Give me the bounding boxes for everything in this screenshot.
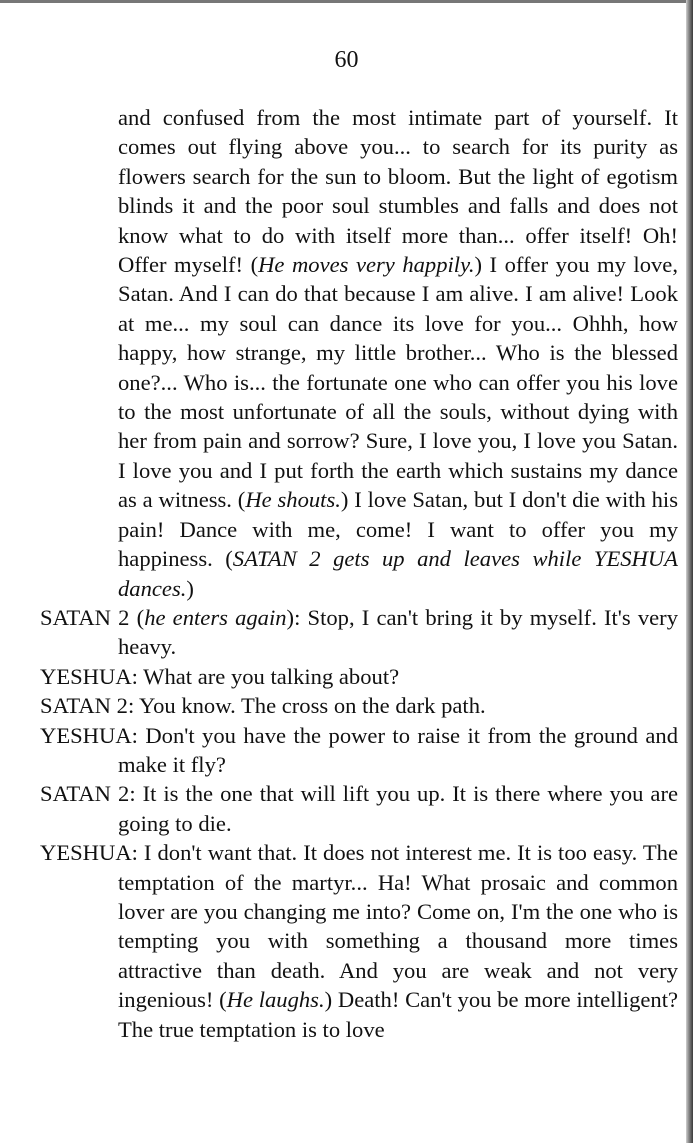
stage-direction: SATAN 2 gets up and leaves while YESHUA dances. xyxy=(118,546,678,601)
dialogue-line xyxy=(40,662,678,691)
speech-text: ) I love Satan, but I don't die with his pain! Dance with me, come! I want to offer you my happiness. ( xyxy=(118,487,678,572)
page-number: 60 xyxy=(334,47,359,73)
speech-text: : You know. The cross on the dark path. xyxy=(127,693,486,719)
dialogue-line xyxy=(40,691,678,720)
speech-text: ) Death! Can't you be more intelligent? The true temptation is to love xyxy=(118,987,678,1042)
speaker-name: SATAN 2 xyxy=(40,604,130,630)
page-binding-shadow xyxy=(686,0,693,1143)
speech-text: ) I offer you my love, Satan. And I can do that because I am alive. I am alive! Look at me... my soul can dance its love for you... Ohhh, how happy, how strange, my little brother... Who is the blessed one?... Who is... the fortunate one who can offer you his love to the most unfortunate of all the souls, without dying with her from pain and sorrow? Sure, I love you, I love you Satan. I love you and I put forth the earth which sustains my dance as a witness. ( xyxy=(118,252,678,513)
speech-text: ): Stop, I can't bring it by myself. It's very heavy. xyxy=(118,604,678,660)
stage-direction: he enters again xyxy=(144,604,287,630)
stage-direction: He laughs. xyxy=(226,987,325,1013)
speech-text: : What are you talking about? xyxy=(131,663,400,689)
speaker-name: SATAN 2 xyxy=(40,693,128,719)
dialogue-line xyxy=(40,779,678,838)
script-text xyxy=(40,103,678,1044)
speech-text: : It is the one that will lift you up. It is there where you are going to die. xyxy=(118,781,678,836)
page-top-edge xyxy=(0,0,693,3)
speaker-name: YESHUA xyxy=(40,722,132,748)
speech-continuation xyxy=(40,103,678,603)
stage-direction: He moves very happily. xyxy=(258,252,475,278)
speech-text: ( xyxy=(129,604,145,630)
speaker-name: YESHUA xyxy=(40,663,132,689)
speech-text: ) xyxy=(186,575,194,601)
dialogue-line xyxy=(40,603,678,662)
stage-direction: He shouts. xyxy=(245,487,341,513)
speech-text: : I don't want that. It does not interest me. It is too easy. The temptation of the martyr... Ha! What prosaic and common lover are you changing me into? Come on, I'm the one who is tempting you with something a thousand more times attractive than death. And you are weak and not very ingenious! ( xyxy=(118,840,678,1013)
speech-text: : Don't you have the power to raise it from the ground and make it fly? xyxy=(118,722,678,777)
dialogue-line xyxy=(40,721,678,780)
speech-text: and confused from the most intimate part of yourself. It comes out flying above you... to search for its purity as flowers search for the sun to bloom. But the light of egotism blinds it and the poor soul stumbles and falls and does not know what to do with itself more than... offer itself! Oh! Offer myself! ( xyxy=(118,105,678,278)
dialogue-line xyxy=(40,838,678,1044)
speaker-name: YESHUA xyxy=(40,840,132,866)
speaker-name: SATAN 2 xyxy=(40,781,130,807)
